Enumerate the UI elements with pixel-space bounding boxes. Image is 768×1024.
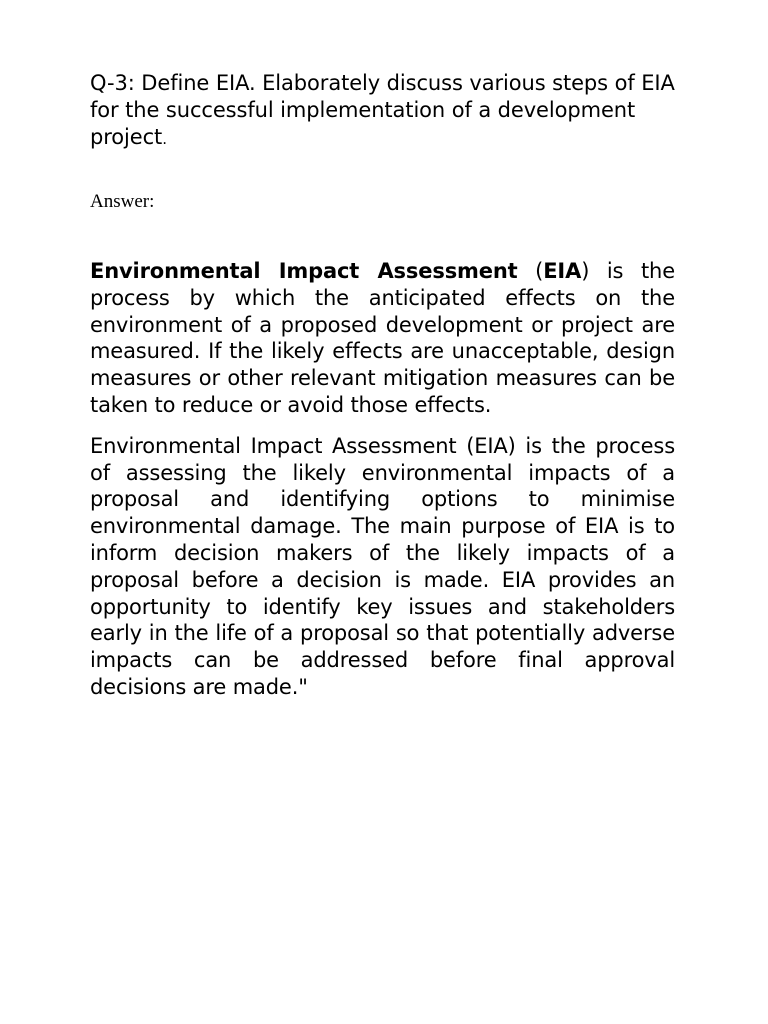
abbr-bold: EIA: [543, 259, 582, 283]
question-end-mark: .: [162, 130, 167, 148]
paragraph-definition-rest: ) is the process by which the anticipated effects on the environment of a proposed development or project are measured. If the likely effects are unacceptable, design measures or other relevant mitigation measures can be taken to reduce or avoid those effects.: [90, 259, 675, 417]
paragraph-purpose: Environmental Impact Assessment (EIA) is the process of assessing the likely environmental impacts of a proposal and identifying options to minimise environmental damage. The main purpose of EIA is to inform decision makers of the likely impacts of a proposal before a decision is made. EIA provides an opportunity to identify key issues and stakeholders early in the life of a proposal so that potentially adverse impacts can be addressed before final approval decisions are made.": [90, 433, 675, 699]
open-paren: (: [517, 259, 544, 283]
answer-label: Answer:: [90, 191, 155, 212]
document-content: [90, 70, 675, 701]
question-text: Q-3: Define EIA. Elaborately discuss various steps of EIA for the successful implementation of a development project: [90, 71, 675, 149]
question-heading: [90, 70, 675, 153]
paragraph-definition: [90, 258, 675, 419]
term-bold: Environmental Impact Assessment: [90, 259, 518, 283]
